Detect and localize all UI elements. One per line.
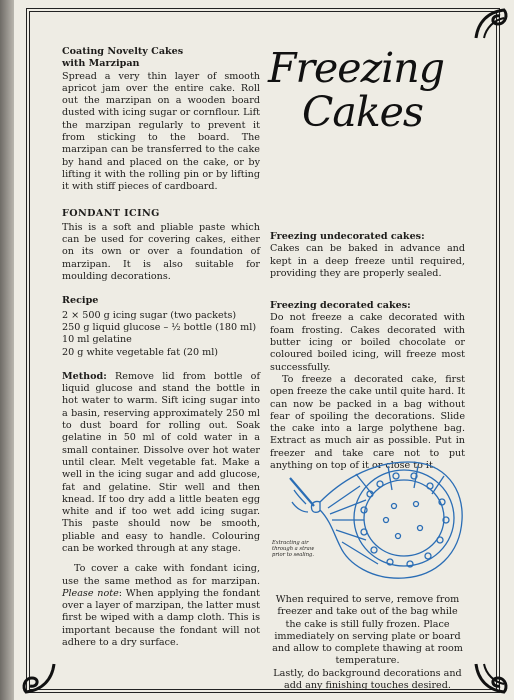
corner-ornament-top-right <box>470 4 510 44</box>
serve-text-block <box>270 594 465 700</box>
please-note: Please note <box>62 587 119 599</box>
cover-paragraph <box>62 563 260 649</box>
coating-heading-line2: with Marzipan <box>62 58 140 70</box>
left-column <box>62 46 260 657</box>
coating-paragraph: Spread a very thin layer of smooth apricot jam over the entire cake. Roll out the marzipan on a wooden board dusted with icing sugar or cornflour. Lift the marzipan regularly to prevent it from sticking to the board. The marzipan can be transferred to the cake by hand and placed on the cake, or by lifting it with the rolling pin or by lifting it with stiff pieces of cardboard. <box>62 70 260 193</box>
decorated-heading: Freezing decorated cakes: <box>270 300 411 312</box>
undecorated-heading: Freezing undecorated cakes: <box>270 231 425 242</box>
page-title <box>268 46 488 134</box>
cover-text-1: To cover a cake with fondant icing, use the same method as for marzipan. <box>62 563 260 587</box>
title-line1: Freezing <box>268 44 444 92</box>
cake-in-bag-illustration <box>268 454 466 584</box>
illustration-caption: Extracting air through a straw prior to sealing. <box>272 540 315 558</box>
coating-heading-line1: Coating Novelty Cakes <box>62 46 184 57</box>
corner-ornament-bottom-right <box>470 658 510 698</box>
recipe-item: 250 g liquid glucose – ½ bottle (180 ml) <box>62 321 257 333</box>
method-paragraph <box>62 371 260 555</box>
method-text: Remove lid from bottle of liquid glucose and stand the bottle in hot water to warm. Sift icing sugar into a basin, reserving approximately 250 ml to dust board for rolling out. Soak gelatine in 50 ml of cold water in a small container. Dissolve over hot water until clear. Melt vegetable fat. Make a well in the icing sugar and add glucose, fat and gelatine. Stir well and then knead. If too dry add a little beaten egg white and if too wet add icing sugar. This paste should now be smooth, pliable and easy to handle. Colouring can be worked through at any stage. <box>62 370 260 554</box>
recipe-heading: Recipe <box>62 295 99 307</box>
title-line2: Cakes <box>302 88 423 136</box>
lastly-paragraph: Lastly, do background decorations and add any finishing touches desired. <box>273 667 462 692</box>
serve-paragraph: When required to serve, remove from freezer and take out of the bag while the cake is still fully frozen. Place immediately on serving plate or board and allow to complete thawing at room temperature. <box>272 594 463 667</box>
recipe-item: 10 ml gelatine <box>62 334 132 346</box>
fondant-paragraph: This is a soft and pliable paste which can be used for covering cakes, either on its own or over a foundation of marzipan. It is also suitable for moulding decorations. <box>62 221 260 283</box>
decorated-paragraph-2: To freeze a decorated cake, first open freeze the cake until quite hard. It can now be packed in a bag without fear of spoiling the decorations. Slide the cake into a large polythene bag. Extract as much air as possible. Put in freezer and take care not to put anything on top of it or close to it. <box>270 373 465 472</box>
recipe-item: 2 × 500 g icing sugar (two packets) <box>62 309 237 321</box>
right-column <box>270 231 465 480</box>
cover-text-2: : When applying the fondant over a layer of marzipan, the latter must first be wiped with a damp cloth. This is important because the fondant will not adhere to a dry surface. <box>62 587 260 649</box>
fondant-heading: FONDANT ICING <box>62 207 160 219</box>
decorated-paragraph-1: Do not freeze a cake decorated with foam frosting. Cakes decorated with butter icing or boiled chocolate or coloured boiled icing, will freeze most successfully. <box>270 312 465 373</box>
corner-ornament-bottom-left <box>20 658 60 698</box>
undecorated-paragraph: Cakes can be baked in advance and kept in a deep freeze until required, providing they are properly sealed. <box>270 243 465 279</box>
recipe-list <box>62 310 260 359</box>
recipe-item: 20 g white vegetable fat (20 ml) <box>62 346 219 358</box>
method-label: Method: <box>62 370 107 382</box>
book-gutter-shadow <box>0 0 14 700</box>
